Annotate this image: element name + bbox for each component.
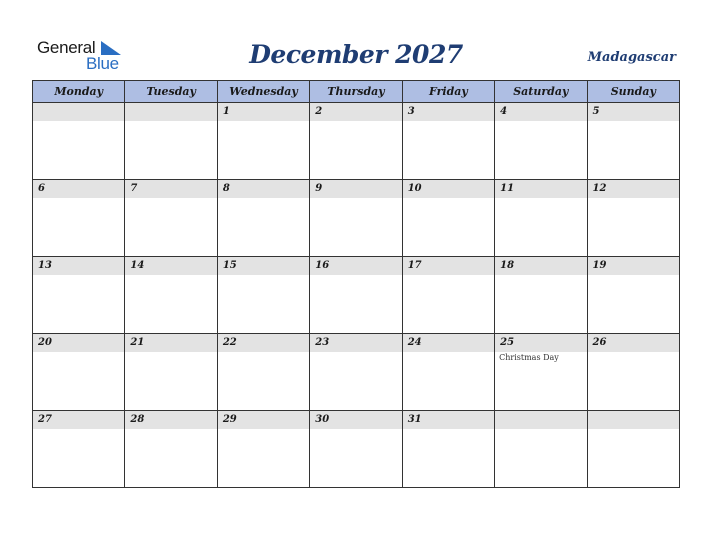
holiday-label [588,275,679,276]
holiday-label [403,352,494,353]
day-cell [310,103,402,180]
holiday-label [310,121,401,122]
holiday-label [125,275,216,276]
day-number: 23 [310,334,401,352]
day-number: 29 [218,411,309,429]
weekday-header: Monday [33,81,125,103]
day-number: 10 [403,180,494,198]
holiday-label [125,352,216,353]
day-cell [125,180,217,257]
week-row [33,103,680,180]
weekday-header: Thursday [310,81,402,103]
day-number: 17 [403,257,494,275]
day-number: 27 [33,411,124,429]
day-number: 4 [495,103,586,121]
holiday-label [33,429,124,430]
logo-text-general: General [37,38,96,57]
holiday-label [403,275,494,276]
holiday-label [125,198,216,199]
holiday-label [33,275,124,276]
day-number: 2 [310,103,401,121]
holiday-label [125,429,216,430]
day-cell [402,180,494,257]
holiday-label [218,198,309,199]
day-cell [495,103,587,180]
holiday-label [495,429,586,430]
day-cell [125,411,217,488]
day-cell [125,334,217,411]
day-number: 9 [310,180,401,198]
holiday-label [495,121,586,122]
weekday-header: Sunday [587,81,679,103]
day-number: 25 [495,334,586,352]
day-cell [33,180,125,257]
day-number: 30 [310,411,401,429]
holiday-label [33,352,124,353]
day-cell [33,103,125,180]
week-row [33,257,680,334]
day-number: 19 [588,257,679,275]
holiday-label [125,121,216,122]
day-number: 21 [125,334,216,352]
day-number [125,103,216,121]
week-row [33,334,680,411]
week-row [33,180,680,257]
holiday-label [310,198,401,199]
day-number: 14 [125,257,216,275]
day-number: 16 [310,257,401,275]
day-number: 5 [588,103,679,121]
day-number: 6 [33,180,124,198]
day-cell [125,257,217,334]
country-name: Madagascar [587,50,676,65]
day-number: 22 [218,334,309,352]
calendar-title: December 2027 [249,40,463,69]
day-cell [125,103,217,180]
holiday-label [218,429,309,430]
logo-text-blue: Blue [86,54,119,73]
holiday-label [403,121,494,122]
holiday-label [403,429,494,430]
holiday-label: Christmas Day [499,353,559,362]
day-number: 31 [403,411,494,429]
holiday-label [310,275,401,276]
holiday-label [495,275,586,276]
holiday-label [218,121,309,122]
holiday-label [33,198,124,199]
day-cell [587,411,679,488]
holiday-label [218,352,309,353]
day-number: 24 [403,334,494,352]
day-cell [33,334,125,411]
holiday-label [310,352,401,353]
day-number [33,103,124,121]
day-cell [217,103,309,180]
day-number [495,411,586,429]
day-number: 7 [125,180,216,198]
day-cell [402,411,494,488]
day-number: 3 [403,103,494,121]
holiday-label [218,275,309,276]
day-cell [495,257,587,334]
day-cell [402,257,494,334]
day-number: 1 [218,103,309,121]
day-cell [587,334,679,411]
day-cell [495,411,587,488]
holiday-label [403,198,494,199]
day-cell [402,334,494,411]
day-number: 26 [588,334,679,352]
holiday-label [33,121,124,122]
day-cell [217,334,309,411]
day-cell [217,257,309,334]
holiday-label [588,198,679,199]
day-cell [33,411,125,488]
day-cell [310,257,402,334]
day-cell [310,180,402,257]
day-number: 15 [218,257,309,275]
day-cell [33,257,125,334]
day-cell [587,103,679,180]
day-number: 20 [33,334,124,352]
holiday-label [588,429,679,430]
day-cell [217,411,309,488]
holiday-label [495,198,586,199]
day-cell [495,334,587,411]
holiday-label [588,121,679,122]
day-cell [587,257,679,334]
weekday-header: Tuesday [125,81,217,103]
week-row [33,411,680,488]
day-number [588,411,679,429]
holiday-label [588,352,679,353]
day-cell [402,103,494,180]
day-number: 28 [125,411,216,429]
day-cell [310,411,402,488]
day-number: 13 [33,257,124,275]
day-cell [587,180,679,257]
day-number: 18 [495,257,586,275]
day-number: 11 [495,180,586,198]
day-cell [217,180,309,257]
weekday-header: Friday [402,81,494,103]
weekday-header: Wednesday [217,81,309,103]
day-cell [310,334,402,411]
day-cell [495,180,587,257]
weekday-header: Saturday [495,81,587,103]
day-number: 8 [218,180,309,198]
weekday-header-row [33,81,680,103]
holiday-label [310,429,401,430]
calendar-grid [32,80,680,488]
day-number: 12 [588,180,679,198]
